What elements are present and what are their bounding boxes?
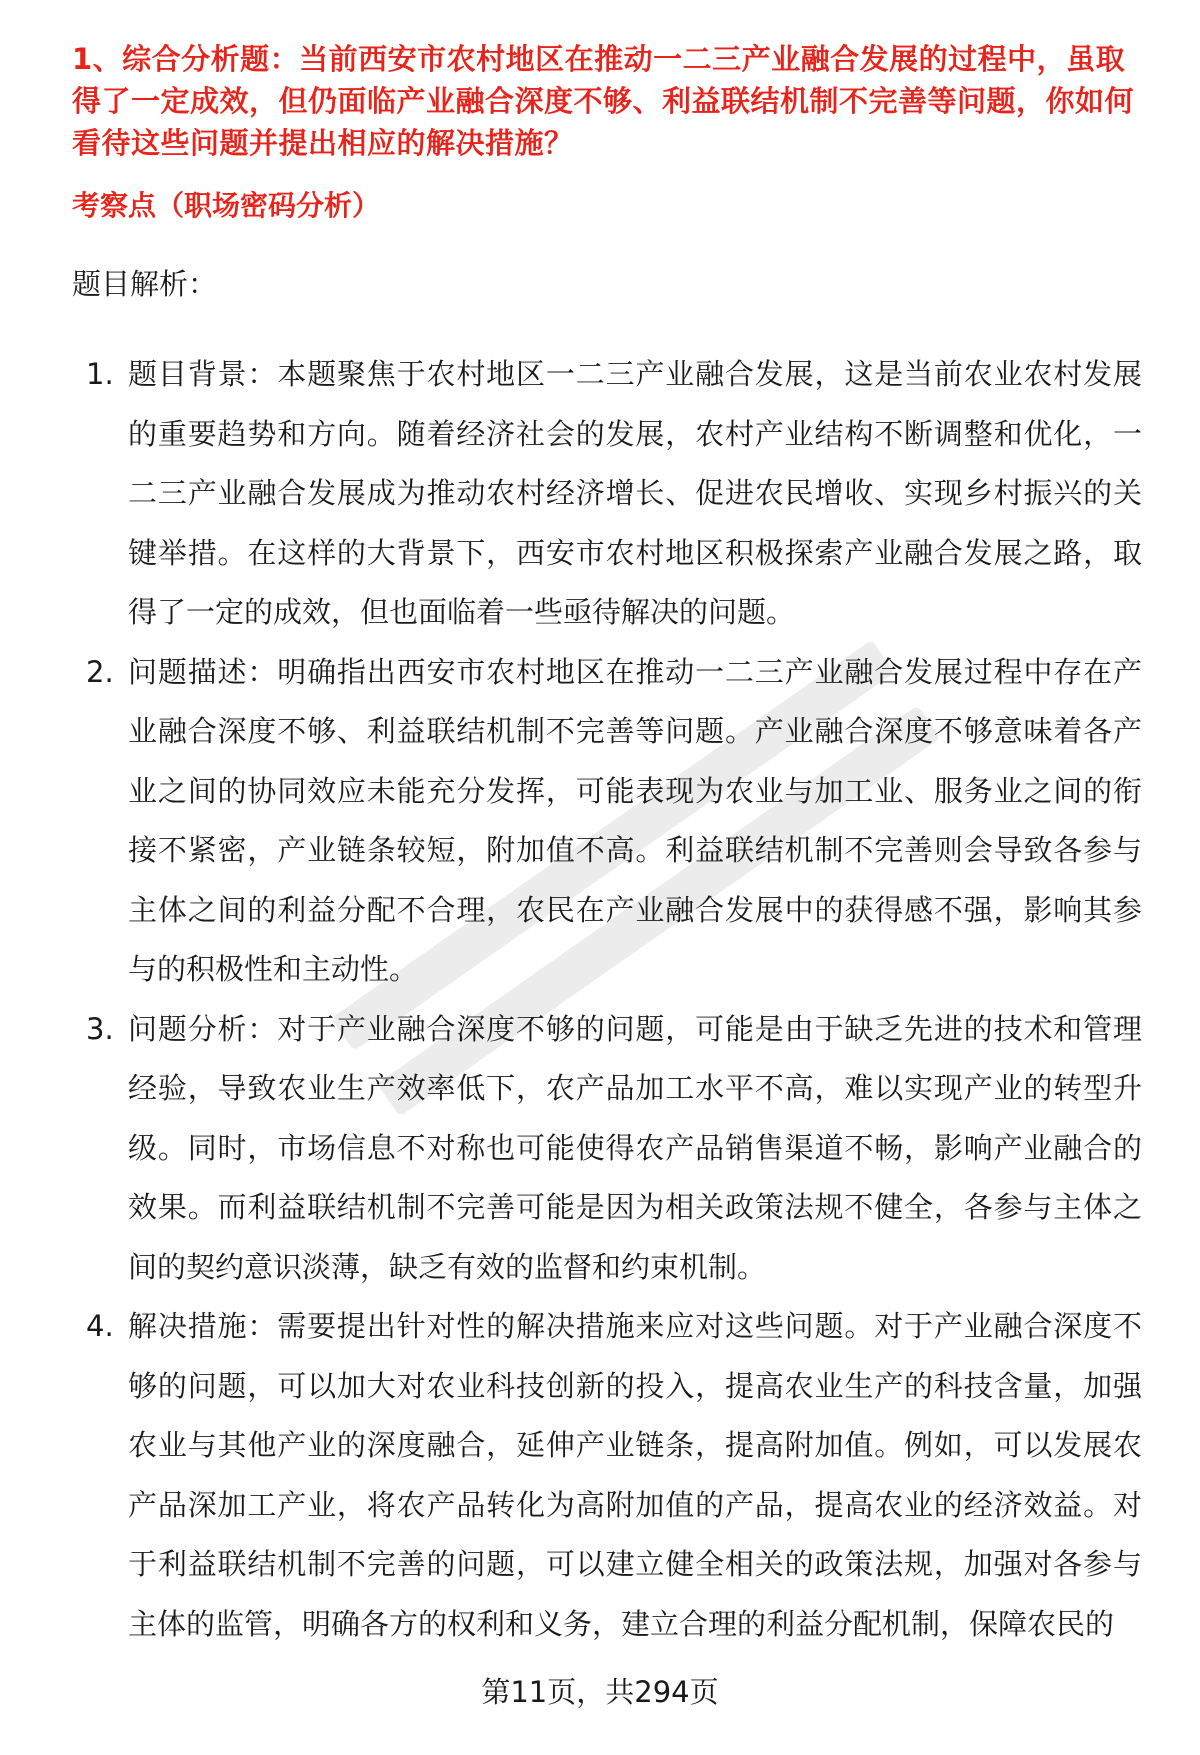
list-item-text: 解决措施：需要提出针对性的解决措施来应对这些问题。对于产业融合深度不够的问题，可以加大对农业科技创新的投入，提高农业生产的科技含量，加强农业与其他产业的深度融合，延伸产业链条，提高附加值。例如，可以发展农产品深加工产业，将农产品转化为高附加值的产品，提高农业的经济效益。对于利益联结机制不完善的问题，可以建立健全相关的政策法规，加强对各参与主体的监管，明确各方的权利和义务，建立合理的利益分配机制，保障农民的 xyxy=(128,1309,1142,1641)
list-item-text: 题目背景：本题聚焦于农村地区一二三产业融合发展，这是当前农业农村发展的重要趋势和方向。随着经济社会的发展，农村产业结构不断调整和优化，一二三产业融合发展成为推动农村经济增长、促进农民增收、实现乡村振兴的关键举措。在这样的大背景下，西安市农村地区积极探索产业融合发展之路，取得了一定的成效，但也面临着一些亟待解决的问题。 xyxy=(128,357,1142,629)
question-heading xyxy=(72,38,1152,164)
list-item xyxy=(72,643,1142,1000)
list-item-text: 问题分析：对于产业融合深度不够的问题，可能是由于缺乏先进的技术和管理经验，导致农业生产效率低下，农产品加工水平不高，难以实现产业的转型升级。同时，市场信息不对称也可能使得农产品销售渠道不畅，影响产业融合的效果。而利益联结机制不完善可能是因为相关政策法规不健全，各参与主体之间的契约意识淡薄，缺乏有效的监督和约束机制。 xyxy=(128,1011,1142,1284)
list-item-number: 1. xyxy=(86,357,114,391)
list-item-number: 2. xyxy=(86,654,114,689)
list-item-number: 4. xyxy=(86,1309,114,1343)
page-footer: 第11页，共294页 xyxy=(481,1675,719,1709)
analysis-label: 题目解析： xyxy=(72,267,218,301)
question-text: 1、综合分析题：当前西安市农村地区在推动一二三产业融合发展的过程中，虽取得了一定成效，但仍面临产业融合深度不够、利益联结机制不完善等问题，你如何看待这些问题并提出相应的解决措施？ xyxy=(72,42,1135,160)
list-item xyxy=(72,1000,1142,1298)
list-item-text: 问题描述：明确指出西安市农村地区在推动一二三产业融合发展过程中存在产业融合深度不够、利益联结机制不完善等问题。产业融合深度不够意味着各产业之间的协同效应未能充分发挥，可能表现为农业与加工业、服务业之间的衔接不紧密，产业链条较短，附加值不高。利益联结机制不完善则会导致各参与主体之间的利益分配不合理，农民在产业融合发展中的获得感不强，影响其参与的积极性和主动性。 xyxy=(128,654,1142,986)
list-item xyxy=(72,345,1142,643)
analysis-list xyxy=(72,345,1142,1654)
exam-point-heading: 考察点（职场密码分析） xyxy=(72,189,381,222)
list-item xyxy=(72,1297,1142,1654)
list-item-number: 3. xyxy=(86,1011,114,1046)
